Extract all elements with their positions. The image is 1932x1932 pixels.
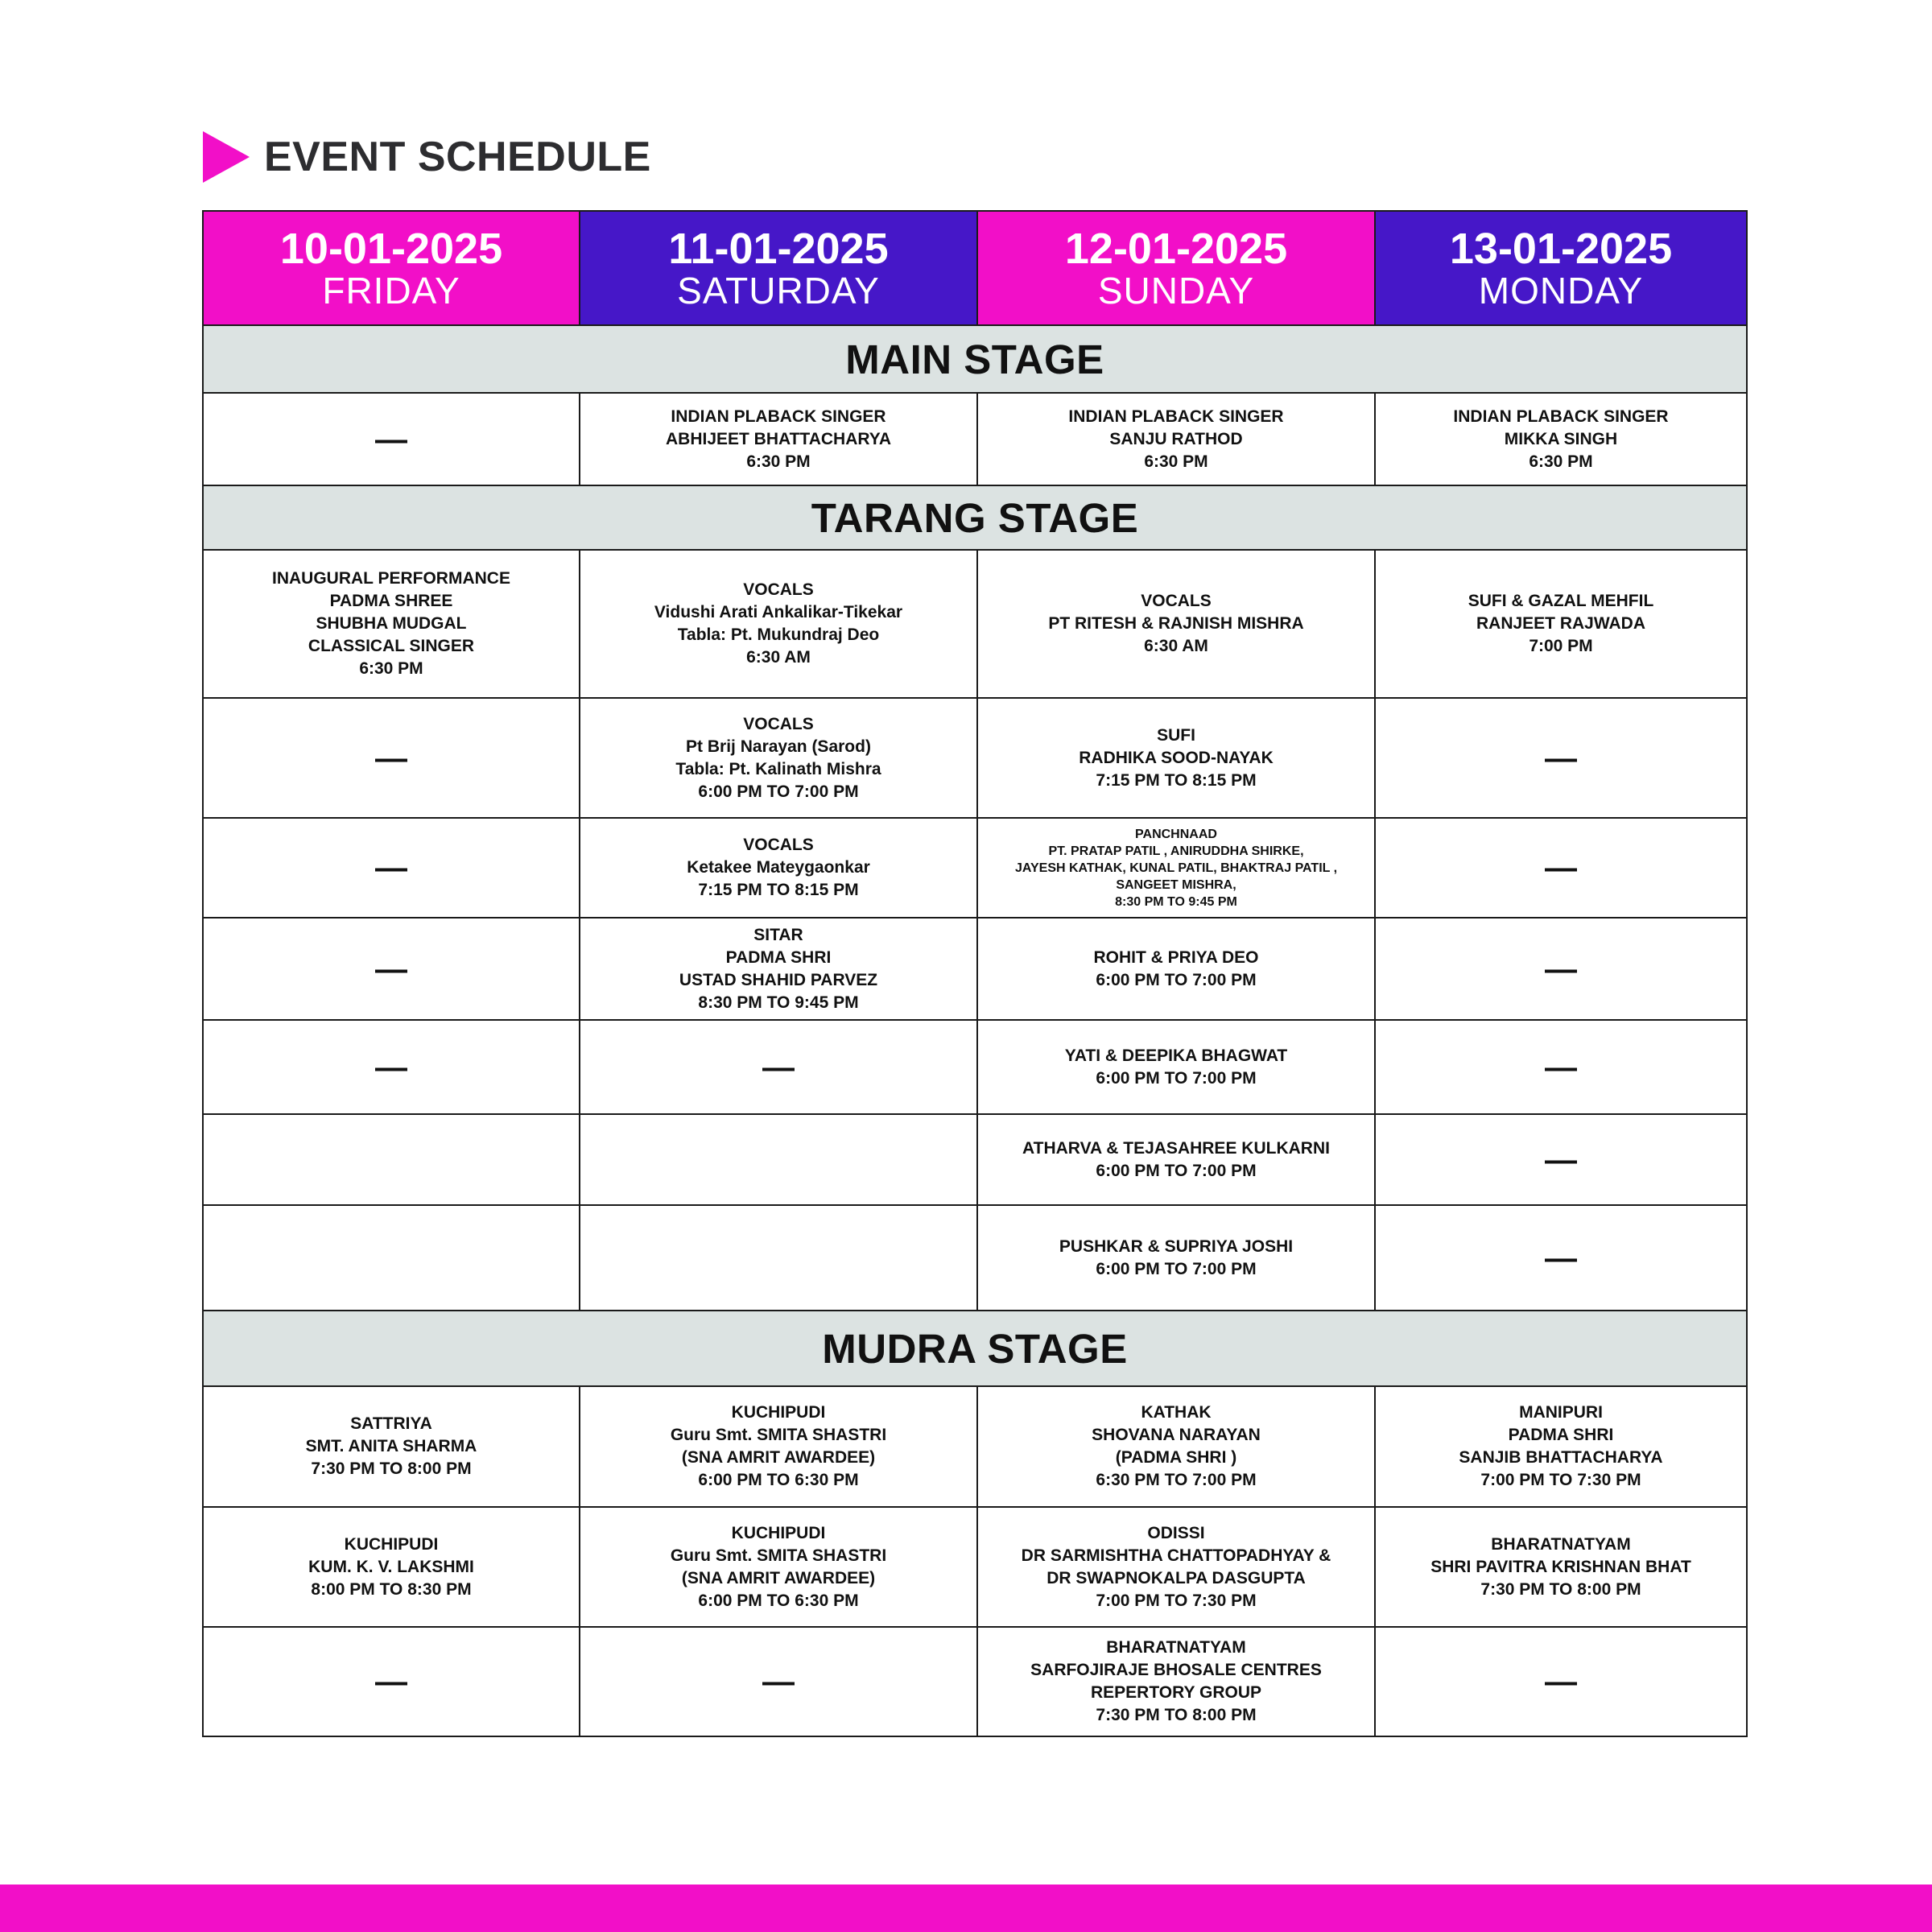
event-detail-line: SANJIB BHATTACHARYA [1459, 1448, 1663, 1467]
event-cell [977, 1507, 1375, 1627]
event-detail-line: DR SARMISHTHA CHATTOPADHYAY & [1021, 1546, 1331, 1565]
blank-cell [203, 1205, 580, 1311]
event-cell [1375, 1507, 1747, 1627]
event-detail-line: Pt Brij Narayan (Sarod) [686, 737, 871, 756]
event-category: BHARATNATYAM [1491, 1534, 1631, 1554]
page-title [203, 129, 651, 185]
event-detail-line: PADMA SHRI [725, 947, 832, 967]
event-category: INDIAN PLABACK SINGER [671, 407, 886, 426]
event-detail-line: KUM. K. V. LAKSHMI [308, 1557, 474, 1576]
event-cell [580, 818, 977, 918]
event-category: KUCHIPUDI [731, 1523, 826, 1542]
empty-slot-dash: — [1375, 818, 1747, 918]
event-detail-line: YATI & DEEPIKA BHAGWAT [1064, 1046, 1288, 1065]
event-cell [977, 1114, 1375, 1205]
schedule-row [203, 393, 1747, 485]
schedule-row [203, 918, 1747, 1020]
event-category: SUFI & GAZAL MEHFIL [1468, 592, 1654, 610]
event-detail-line: JAYESH KATHAK, KUNAL PATIL, BHAKTRAJ PATIL , [1014, 861, 1338, 875]
event-detail-line: 7:00 PM [1529, 637, 1593, 655]
event-cell [580, 1386, 977, 1507]
event-category: ODISSI [1147, 1523, 1205, 1542]
event-detail-line: 8:00 PM TO 8:30 PM [311, 1579, 472, 1599]
event-detail-line: PT RITESH & RAJNISH MISHRA [1048, 614, 1304, 633]
schedule-row [203, 1205, 1747, 1311]
event-cell [977, 550, 1375, 698]
event-detail-line: SANGEET MISHRA, [1116, 877, 1236, 892]
event-cell [977, 1020, 1375, 1114]
event-detail-line: PADMA SHREE [329, 592, 453, 610]
empty-slot-dash: — [580, 1627, 977, 1736]
event-category: SITAR [753, 925, 803, 944]
event-detail-line: 7:00 PM TO 7:30 PM [1096, 1591, 1257, 1610]
day-header-1 [580, 211, 977, 325]
event-detail-line: RANJEET RAJWADA [1476, 614, 1646, 633]
mudra-stage-title: MUDRA STAGE [203, 1311, 1747, 1386]
event-cell [1375, 550, 1747, 698]
event-category: PANCHNAAD [1135, 827, 1217, 841]
blank-cell [203, 1114, 580, 1205]
empty-slot-dash: — [203, 918, 580, 1020]
event-detail-line: 6:00 PM TO 6:30 PM [698, 1471, 859, 1489]
day-weekday: FRIDAY [322, 270, 460, 312]
event-detail-line: ABHIJEET BHATTACHARYA [665, 429, 891, 448]
event-detail-line: Guru Smt. SMITA SHASTRI [670, 1546, 887, 1565]
event-detail-line: 6:30 PM [359, 659, 423, 678]
event-detail-line: 6:30 AM [746, 648, 811, 667]
event-detail-line: 6:00 PM TO 7:00 PM [1096, 970, 1257, 989]
empty-slot-dash: — [1375, 1627, 1747, 1736]
empty-slot-dash: — [580, 1020, 977, 1114]
event-detail-line: 7:30 PM TO 8:00 PM [1096, 1706, 1257, 1724]
event-cell [203, 1507, 580, 1627]
event-category: INAUGURAL PERFORMANCE [272, 569, 510, 588]
event-cell [977, 1627, 1375, 1736]
empty-slot-dash: — [1375, 1020, 1747, 1114]
event-category: VOCALS [743, 580, 814, 599]
event-detail-line: 6:00 PM TO 7:00 PM [698, 782, 859, 801]
day-header-3 [1375, 211, 1747, 325]
event-detail-line: 6:30 PM [746, 452, 811, 471]
event-detail-line: SANJU RATHOD [1109, 429, 1243, 448]
event-category: SUFI [1157, 725, 1195, 745]
day-header-row [203, 211, 1747, 325]
page-title-text: EVENT SCHEDULE [264, 134, 651, 180]
event-cell [1375, 393, 1747, 485]
event-category: KUCHIPUDI [344, 1534, 439, 1554]
day-date: 13-01-2025 [1449, 225, 1673, 273]
event-detail-line: 6:00 PM TO 7:00 PM [1096, 1259, 1257, 1278]
blank-cell [580, 1205, 977, 1311]
day-weekday: MONDAY [1478, 270, 1644, 312]
event-detail-line: Vidushi Arati Ankalikar-Tikekar [654, 603, 903, 621]
event-detail-line: PT. PRATAP PATIL , ANIRUDDHA SHIRKE, [1048, 844, 1304, 858]
empty-slot-dash: — [1375, 1114, 1747, 1205]
event-detail-line: (PADMA SHRI ) [1115, 1448, 1237, 1467]
event-detail-line: Tabla: Pt. Kalinath Mishra [675, 759, 881, 778]
empty-slot-dash: — [203, 698, 580, 818]
schedule-row [203, 698, 1747, 818]
event-detail-line: Ketakee Mateygaonkar [687, 858, 870, 877]
event-cell [977, 1205, 1375, 1311]
event-detail-line: 7:30 PM TO 8:00 PM [1480, 1579, 1641, 1599]
event-category: SATTRIYA [350, 1414, 432, 1433]
empty-slot-dash: — [1375, 918, 1747, 1020]
schedule-row [203, 1386, 1747, 1507]
event-category: KUCHIPUDI [731, 1403, 826, 1422]
schedule-row [203, 1627, 1747, 1736]
schedule-row [203, 1114, 1747, 1205]
event-detail-line: (SNA AMRIT AWARDEE) [681, 1448, 876, 1467]
day-weekday: SUNDAY [1097, 270, 1255, 312]
event-detail-line: PADMA SHRI [1508, 1426, 1614, 1444]
schedule-row [203, 550, 1747, 698]
event-cell [977, 1386, 1375, 1507]
event-cell [203, 550, 580, 698]
event-detail-line: ROHIT & PRIYA DEO [1093, 947, 1259, 967]
empty-slot-dash: — [203, 1020, 580, 1114]
event-category: BHARATNATYAM [1106, 1638, 1246, 1657]
main-stage-title: MAIN STAGE [203, 325, 1747, 393]
event-detail-line: REPERTORY GROUP [1091, 1683, 1261, 1702]
event-detail-line: 8:30 PM TO 9:45 PM [1115, 894, 1237, 909]
event-category: VOCALS [743, 714, 814, 733]
event-detail-line: Tabla: Pt. Mukundraj Deo [677, 625, 880, 644]
event-cell [580, 918, 977, 1020]
event-category: INDIAN PLABACK SINGER [1453, 407, 1669, 426]
event-detail-line: MIKKA SINGH [1504, 429, 1618, 448]
event-cell [977, 918, 1375, 1020]
event-detail-line: 6:00 PM TO 7:00 PM [1096, 1068, 1257, 1088]
event-cell [580, 550, 977, 698]
event-detail-line: RADHIKA SOOD-NAYAK [1079, 748, 1274, 767]
event-cell [1375, 1386, 1747, 1507]
event-detail-line: 7:15 PM TO 8:15 PM [698, 881, 859, 899]
schedule-row [203, 1020, 1747, 1114]
day-date: 10-01-2025 [279, 225, 503, 273]
tarang-stage-title: TARANG STAGE [203, 485, 1747, 550]
event-detail-line: 6:00 PM TO 7:00 PM [1096, 1161, 1257, 1180]
footer-bar [0, 1885, 1932, 1932]
event-detail-line: USTAD SHAHID PARVEZ [679, 970, 878, 989]
blank-cell [580, 1114, 977, 1205]
event-cell [977, 393, 1375, 485]
event-detail-line: 6:30 PM [1529, 452, 1593, 471]
event-cell [977, 818, 1375, 918]
day-header-0 [203, 211, 580, 325]
schedule-row [203, 1507, 1747, 1627]
event-detail-line: Guru Smt. SMITA SHASTRI [670, 1426, 887, 1444]
day-date: 11-01-2025 [668, 225, 889, 273]
event-category: KATHAK [1141, 1403, 1212, 1422]
event-cell [580, 1507, 977, 1627]
event-category: MANIPURI [1519, 1403, 1603, 1422]
event-detail-line: ATHARVA & TEJASAHREE KULKARNI [1022, 1138, 1330, 1158]
event-detail-line: (SNA AMRIT AWARDEE) [681, 1568, 876, 1587]
event-detail-line: DR SWAPNOKALPA DASGUPTA [1046, 1568, 1306, 1587]
event-cell [580, 393, 977, 485]
event-detail-line: 6:00 PM TO 6:30 PM [698, 1591, 859, 1610]
event-detail-line: 7:30 PM TO 8:00 PM [311, 1459, 472, 1478]
empty-slot-dash: — [1375, 698, 1747, 818]
event-detail-line: CLASSICAL SINGER [308, 637, 475, 655]
event-detail-line: SHOVANA NARAYAN [1092, 1426, 1261, 1444]
event-detail-line: 7:15 PM TO 8:15 PM [1096, 770, 1257, 790]
event-cell [203, 1386, 580, 1507]
event-category: VOCALS [1141, 592, 1212, 610]
event-detail-line: SMT. ANITA SHARMA [305, 1437, 477, 1455]
schedule-row [203, 818, 1747, 918]
event-category: VOCALS [743, 836, 814, 854]
event-detail-line: SARFOJIRAJE BHOSALE CENTRES [1030, 1661, 1322, 1679]
event-detail-line: 6:30 AM [1144, 637, 1208, 655]
empty-slot-dash: — [203, 818, 580, 918]
event-detail-line: 6:30 PM TO 7:00 PM [1096, 1471, 1257, 1489]
day-date: 12-01-2025 [1064, 225, 1288, 273]
empty-slot-dash: — [1375, 1205, 1747, 1311]
event-detail-line: 7:00 PM TO 7:30 PM [1480, 1471, 1641, 1489]
event-cell [977, 698, 1375, 818]
play-triangle-icon [203, 131, 250, 183]
day-weekday: SATURDAY [677, 270, 880, 312]
event-detail-line: SHUBHA MUDGAL [316, 614, 467, 633]
event-category: INDIAN PLABACK SINGER [1068, 407, 1284, 426]
day-header-2 [977, 211, 1375, 325]
empty-slot-dash: — [203, 393, 580, 485]
empty-slot-dash: — [203, 1627, 580, 1736]
event-schedule-table [202, 210, 1748, 1737]
event-detail-line: 6:30 PM [1144, 452, 1208, 471]
event-detail-line: PUSHKAR & SUPRIYA JOSHI [1059, 1236, 1294, 1256]
event-cell [580, 698, 977, 818]
event-detail-line: 8:30 PM TO 9:45 PM [698, 993, 859, 1012]
event-detail-line: SHRI PAVITRA KRISHNAN BHAT [1430, 1557, 1691, 1576]
